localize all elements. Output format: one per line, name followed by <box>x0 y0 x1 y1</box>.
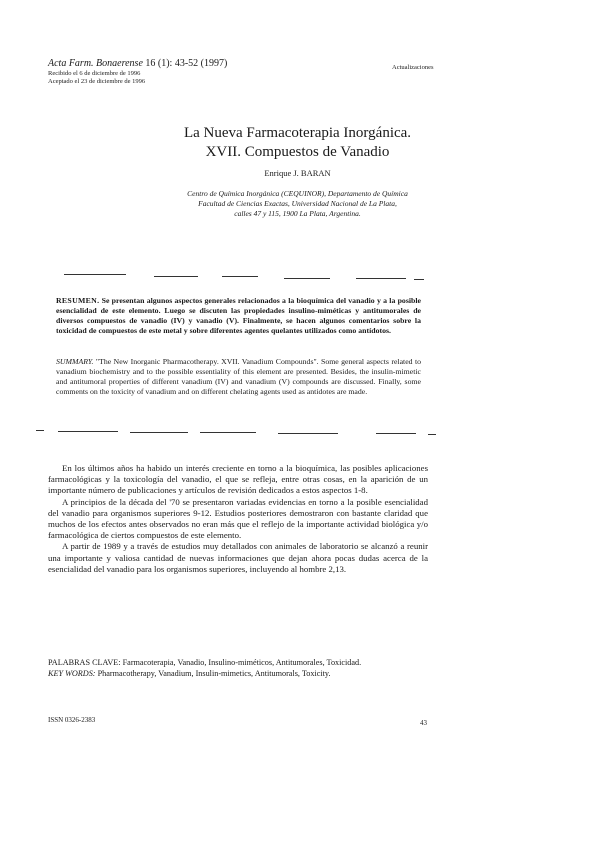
affiliation-line-3: calles 47 y 115, 1900 La Plata, Argentina. <box>234 209 361 218</box>
journal-volume: 16 (1): 43-52 (1997) <box>145 58 228 69</box>
article-body <box>48 463 428 575</box>
page-number: 43 <box>420 719 427 727</box>
separator-dash-bottom-3 <box>130 432 188 433</box>
separator-dash-top-5 <box>356 278 406 279</box>
separator-dash-bottom-7 <box>428 434 436 435</box>
separator-dash-top-6 <box>414 279 424 280</box>
journal-citation <box>48 58 227 69</box>
resumen-label: RESUMEN. <box>56 296 100 305</box>
body-paragraph-2: A principios de la década del '70 se presentaron variadas evidencias en torno a la posible esencialidad del vanadio para organismos superiores 9-12. Estudios posteriores demostraron con bastante claridad que muchos de los efectos antes observados no eran más que el reflejo de la importante actividad biológica y/o farmacológica de ciertos compuestos de este elemento. <box>48 496 428 541</box>
palabras-clave-text: Farmacoterapia, Vanadio, Insulino-miméticos, Antitumorales, Toxicidad. <box>122 658 362 667</box>
keywords-spanish <box>48 657 428 668</box>
author-affiliation <box>0 189 595 219</box>
title-line-2: XVII. Compuestos de Vanadio <box>205 144 390 160</box>
separator-dash-bottom-6 <box>376 433 416 434</box>
article-title <box>0 124 595 162</box>
affiliation-line-1: Centro de Química Inorgánica (CEQUINOR), Departamento de Química <box>187 189 408 198</box>
accepted-date: Aceptado el 23 de diciembre de 1996 <box>48 78 146 86</box>
section-label: Actualizaciones <box>392 64 434 71</box>
summary-label: SUMMARY. <box>56 357 94 366</box>
body-paragraph-3: A partir de 1989 y a través de estudios muy detallados con animales de laboratorio se alcanzó a reunir una importante y valiosa cantidad de nuevas informaciones que dejan ahora pocas dudas acerca de la esencialidad del vanadio para los organismos superiores, incluyendo al hombre 2,13. <box>48 541 428 574</box>
title-line-1: La Nueva Farmacoterapia Inorgánica. <box>183 125 412 141</box>
affiliation-line-2: Facultad de Ciencias Exactas, Universidad Nacional de La Plata, <box>198 199 397 208</box>
author-name: Enrique J. BARAN <box>264 168 331 178</box>
keywords-block <box>48 657 428 679</box>
key-words-label: KEY WORDS: <box>48 669 96 678</box>
separator-dash-bottom-2 <box>58 431 118 432</box>
separator-dash-bottom-1 <box>36 430 44 431</box>
separator-dash-top-2 <box>154 276 198 277</box>
abstract-english <box>56 357 421 397</box>
palabras-clave-label: PALABRAS CLAVE: <box>48 658 121 667</box>
received-dates <box>48 70 145 86</box>
body-paragraph-1: En los últimos años ha habido un interés creciente en torno a la bioquímica, las posibles aplicaciones farmacológicas y la toxicología del vanadio, el que se refleja, entre otras cosas, en la aparición de un importante número de publicaciones y artículos de revisión dedicados a estos aspectos 1-8. <box>48 463 428 496</box>
journal-name: Acta Farm. Bonaerense <box>48 58 143 69</box>
issn-number: ISSN 0326-2383 <box>48 716 96 724</box>
resumen-text: Se presentan algunos aspectos generales relacionados a la bioquímica del vanadio y a la posible esencialidad de este elemento. Luego se discuten las propiedades insulino-miméticas y antitumorales de diversos compuestos de vanadio (IV) y vanadio (V). Finalmente, se hacen algunos comentarios sobre la toxicidad de compuestos de este metal y sobre diferentes agentes quelantes utilizados como antídotos. <box>56 296 421 335</box>
received-date: Recibido el 6 de diciembre de 1996 <box>48 70 141 77</box>
separator-dash-bottom-5 <box>278 433 338 434</box>
abstract-spanish <box>56 296 421 336</box>
separator-dash-top-3 <box>222 276 258 277</box>
separator-dash-top-1 <box>64 274 126 275</box>
separator-dash-top-4 <box>284 278 330 279</box>
separator-dash-bottom-4 <box>200 432 256 433</box>
keywords-english <box>48 668 428 679</box>
summary-text: "The New Inorganic Pharmacotherapy. XVII. Vanadium Compounds". Some general aspects related to vanadium biochemistry and to the possible essentiality of this element are presented. Besides, the insulin-mimetic and antitumoral properties of different vanadium (IV) and vanadium (V) compounds are discussed. Finally, some comments on the toxicity of vanadium and on different chelating agents used as antidotes are made. <box>56 357 422 396</box>
key-words-text: Pharmacotherapy, Vanadium, Insulin-mimetics, Antitumorals, Toxicity. <box>97 669 331 678</box>
